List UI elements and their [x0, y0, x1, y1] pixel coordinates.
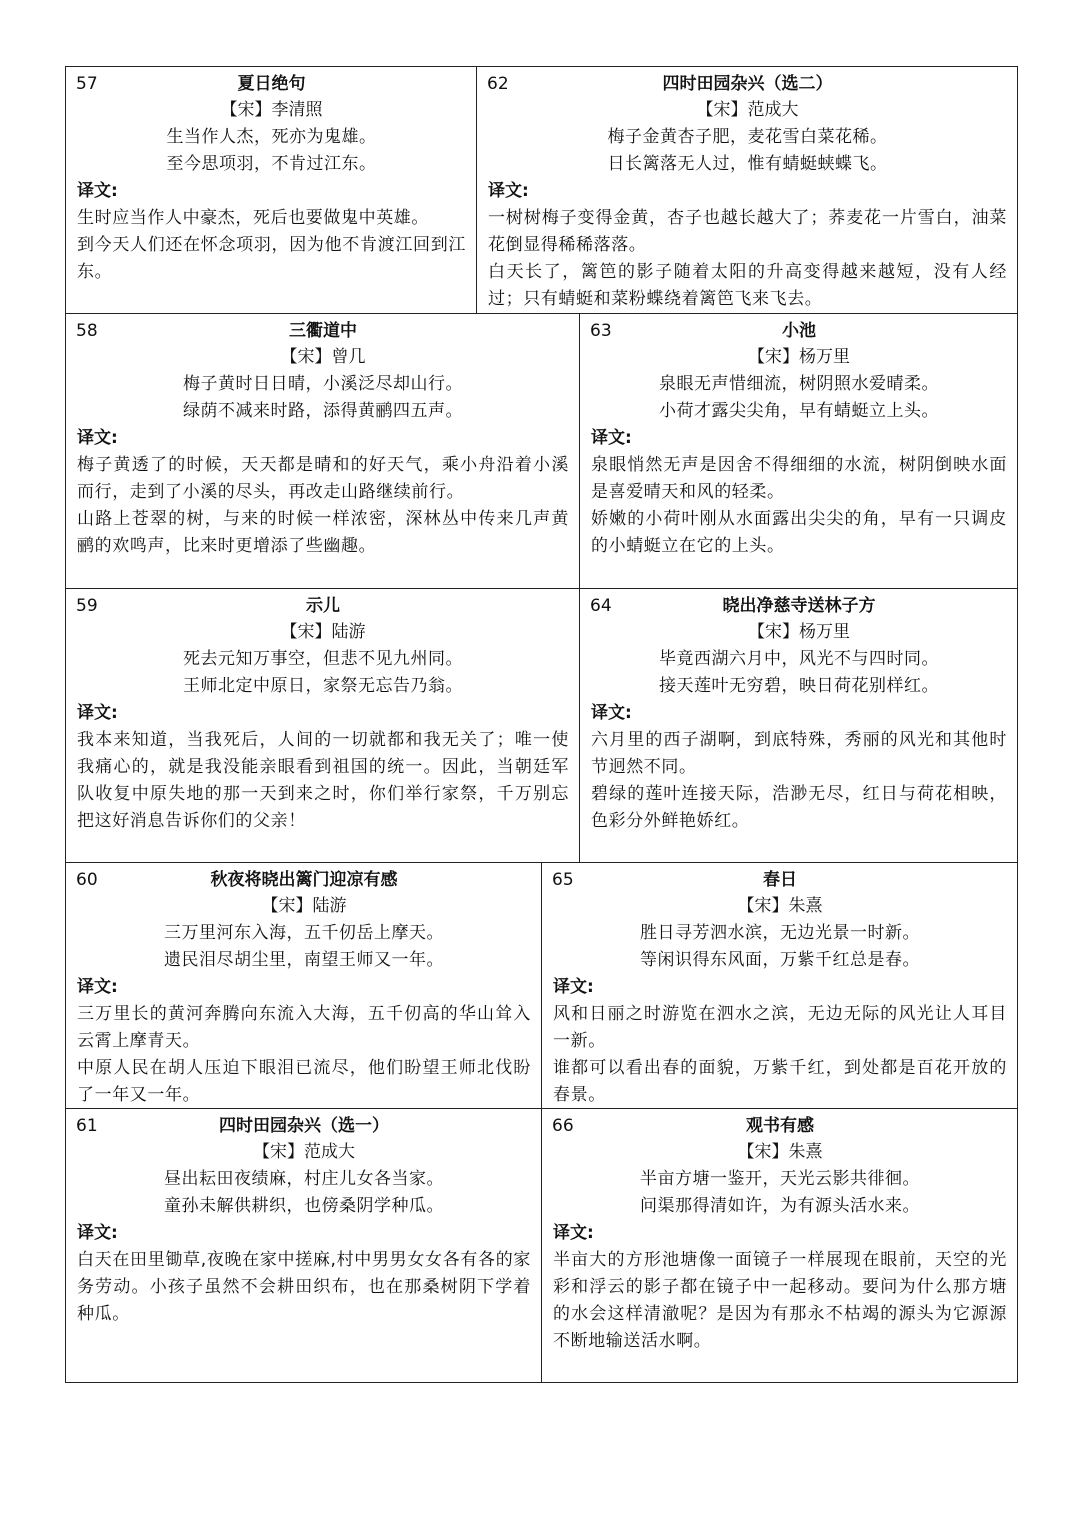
poem-cell-66	[542, 1109, 1017, 1382]
poem-number: 63	[590, 321, 612, 341]
poem-title: 观书有感	[746, 1116, 814, 1136]
poem-title: 晓出净慈寺送林子方	[722, 596, 876, 616]
poem-line: 死去元知万事空，但悲不见九州同。	[183, 649, 463, 669]
poem-cell-57	[66, 67, 477, 313]
poem-line: 王师北定中原日，家祭无忘告乃翁。	[183, 676, 463, 696]
translation-label: 译文:	[488, 181, 529, 201]
translation-text: 白天长了，篱笆的影子随着太阳的升高变得越来越短，没有人经过；只有蜻蜓和菜粉蝶绕着篱笆飞来飞去。	[488, 262, 1007, 309]
poem-title: 夏日绝句	[237, 74, 306, 94]
poem-line: 等闲识得东风面，万紫千红总是春。	[640, 950, 920, 970]
translation-label: 译文:	[77, 1223, 118, 1243]
poem-line: 接天莲叶无穷碧，映日荷花别样红。	[659, 676, 939, 696]
poem-table	[65, 66, 1018, 1383]
poem-line: 绿荫不减来时路，添得黄鹂四五声。	[183, 401, 463, 421]
poem-number: 60	[76, 870, 98, 890]
poem-title: 春日	[763, 870, 797, 890]
poem-title: 小池	[782, 321, 816, 341]
poem-author: 【宋】范成大	[696, 100, 799, 120]
poem-number: 59	[76, 596, 98, 616]
poem-line: 毕竟西湖六月中，风光不与四时同。	[659, 649, 939, 669]
poem-cell-61	[66, 1109, 542, 1382]
poem-line: 童孙未解供耕织，也傍桑阴学种瓜。	[164, 1196, 444, 1216]
poem-number: 66	[552, 1116, 574, 1136]
poem-cell-65	[542, 863, 1017, 1108]
translation-label: 译文:	[77, 428, 118, 448]
translation-text: 风和日丽之时游览在泗水之滨，无边无际的风光让人耳目一新。	[553, 1004, 1007, 1051]
translation-text: 中原人民在胡人压迫下眼泪已流尽，他们盼望王师北伐盼了一年又一年。	[77, 1058, 531, 1105]
poem-author: 【宋】陆游	[261, 896, 347, 916]
poem-cell-58	[66, 314, 580, 588]
translation-text: 碧绿的莲叶连接天际，浩渺无尽，红日与荷花相映，色彩分外鲜艳娇红。	[591, 784, 1007, 831]
poem-author: 【宋】范成大	[253, 1142, 355, 1162]
translation-label: 译文:	[553, 977, 594, 997]
poem-title: 四时田园杂兴（选二）	[662, 74, 833, 94]
poem-number: 64	[590, 596, 612, 616]
translation-label: 译文:	[591, 428, 632, 448]
poem-line: 小荷才露尖尖角，早有蜻蜓立上头。	[659, 401, 939, 421]
poem-line: 三万里河东入海，五千仞岳上摩天。	[164, 923, 444, 943]
translation-text: 到今天人们还在怀念项羽，因为他不肯渡江回到江东。	[77, 235, 466, 282]
poem-line: 遗民泪尽胡尘里，南望王师又一年。	[164, 950, 444, 970]
poem-title: 秋夜将晓出篱门迎凉有感	[210, 870, 398, 890]
translation-label: 译文:	[77, 977, 118, 997]
poem-author: 【宋】李清照	[220, 100, 323, 120]
translation-text: 白天在田里锄草,夜晚在家中搓麻,村中男男女女各有各的家务劳动。小孩子虽然不会耕田织布，也在那桑树阴下学着种瓜。	[77, 1250, 531, 1324]
poem-line: 日长篱落无人过，惟有蜻蜓蛱蝶飞。	[607, 154, 888, 174]
poem-author: 【宋】杨万里	[748, 347, 850, 367]
translation-label: 译文:	[591, 703, 632, 723]
poem-author: 【宋】杨万里	[748, 622, 850, 642]
poem-author: 【宋】陆游	[280, 622, 366, 642]
poem-line: 生当作人杰，死亦为鬼雄。	[166, 127, 377, 147]
translation-text: 我本来知道，当我死后，人间的一切就都和我无关了；唯一使我痛心的，就是我没能亲眼看到祖国的统一。因此，当朝廷军队收复中原失地的那一天到来之时，你们举行家祭，千万别忘把这好消息告诉你们的父亲！	[77, 730, 569, 831]
translation-text: 谁都可以看出春的面貌，万紫千红，到处都是百花开放的春景。	[553, 1058, 1007, 1105]
translation-text: 梅子黄透了的时候，天天都是晴和的好天气，乘小舟沿着小溪而行，走到了小溪的尽头，再改走山路继续前行。	[77, 455, 569, 502]
translation-text: 生时应当作人中豪杰，死后也要做鬼中英雄。	[77, 208, 429, 228]
poem-cell-62	[477, 67, 1017, 313]
table-row	[66, 314, 1017, 589]
poem-title: 三衢道中	[289, 321, 357, 341]
table-row	[66, 589, 1017, 863]
table-row	[66, 863, 1017, 1109]
poem-line: 梅子黄时日日晴，小溪泛尽却山行。	[183, 374, 463, 394]
translation-label: 译文:	[553, 1223, 594, 1243]
translation-label: 译文:	[77, 703, 118, 723]
poem-cell-59	[66, 589, 580, 862]
table-row	[66, 1109, 1017, 1382]
poem-number: 65	[552, 870, 574, 890]
translation-text: 娇嫩的小荷叶刚从水面露出尖尖的角，早有一只调皮的小蜻蜓立在它的上头。	[591, 509, 1007, 556]
poem-line: 昼出耘田夜绩麻，村庄儿女各当家。	[164, 1169, 444, 1189]
poem-author: 【宋】朱熹	[737, 1142, 823, 1162]
poem-number: 58	[76, 321, 98, 341]
translation-label: 译文:	[77, 181, 118, 201]
translation-text: 三万里长的黄河奔腾向东流入大海，五千仞高的华山耸入云霄上摩青天。	[77, 1004, 531, 1051]
poem-line: 梅子金黄杏子肥，麦花雪白菜花稀。	[607, 127, 888, 147]
translation-text: 六月里的西子湖啊，到底特殊，秀丽的风光和其他时节迥然不同。	[591, 730, 1007, 777]
poem-title: 示儿	[306, 596, 340, 616]
poem-line: 至今思项羽，不肯过江东。	[166, 154, 377, 174]
poem-cell-64	[580, 589, 1017, 862]
poem-number: 57	[76, 74, 98, 94]
translation-text: 一树树梅子变得金黄，杏子也越长越大了；荞麦花一片雪白，油菜花倒显得稀稀落落。	[488, 208, 1007, 255]
poem-line: 胜日寻芳泗水滨，无边光景一时新。	[640, 923, 920, 943]
table-row	[66, 67, 1017, 314]
poem-author: 【宋】朱熹	[737, 896, 823, 916]
translation-text: 半亩大的方形池塘像一面镜子一样展现在眼前，天空的光彩和浮云的影子都在镜子中一起移动。要问为什么那方塘的水会这样清澈呢？是因为有那永不枯竭的源头为它源源不断地输送活水啊。	[553, 1250, 1007, 1351]
poem-number: 62	[487, 74, 509, 94]
poem-cell-60	[66, 863, 542, 1108]
poem-line: 泉眼无声惜细流，树阴照水爱晴柔。	[659, 374, 939, 394]
poem-line: 半亩方塘一鉴开，天光云影共徘徊。	[640, 1169, 920, 1189]
poem-cell-63	[580, 314, 1017, 588]
translation-text: 泉眼悄然无声是因舍不得细细的水流，树阴倒映水面是喜爱晴天和风的轻柔。	[591, 455, 1007, 502]
poem-line: 问渠那得清如许，为有源头活水来。	[640, 1196, 920, 1216]
translation-text: 山路上苍翠的树，与来的时候一样浓密，深林丛中传来几声黄鹂的欢鸣声，比来时更增添了些幽趣。	[77, 509, 569, 556]
poem-author: 【宋】曾几	[280, 347, 366, 367]
poem-title: 四时田园杂兴（选一）	[219, 1116, 389, 1136]
poem-number: 61	[76, 1116, 98, 1136]
